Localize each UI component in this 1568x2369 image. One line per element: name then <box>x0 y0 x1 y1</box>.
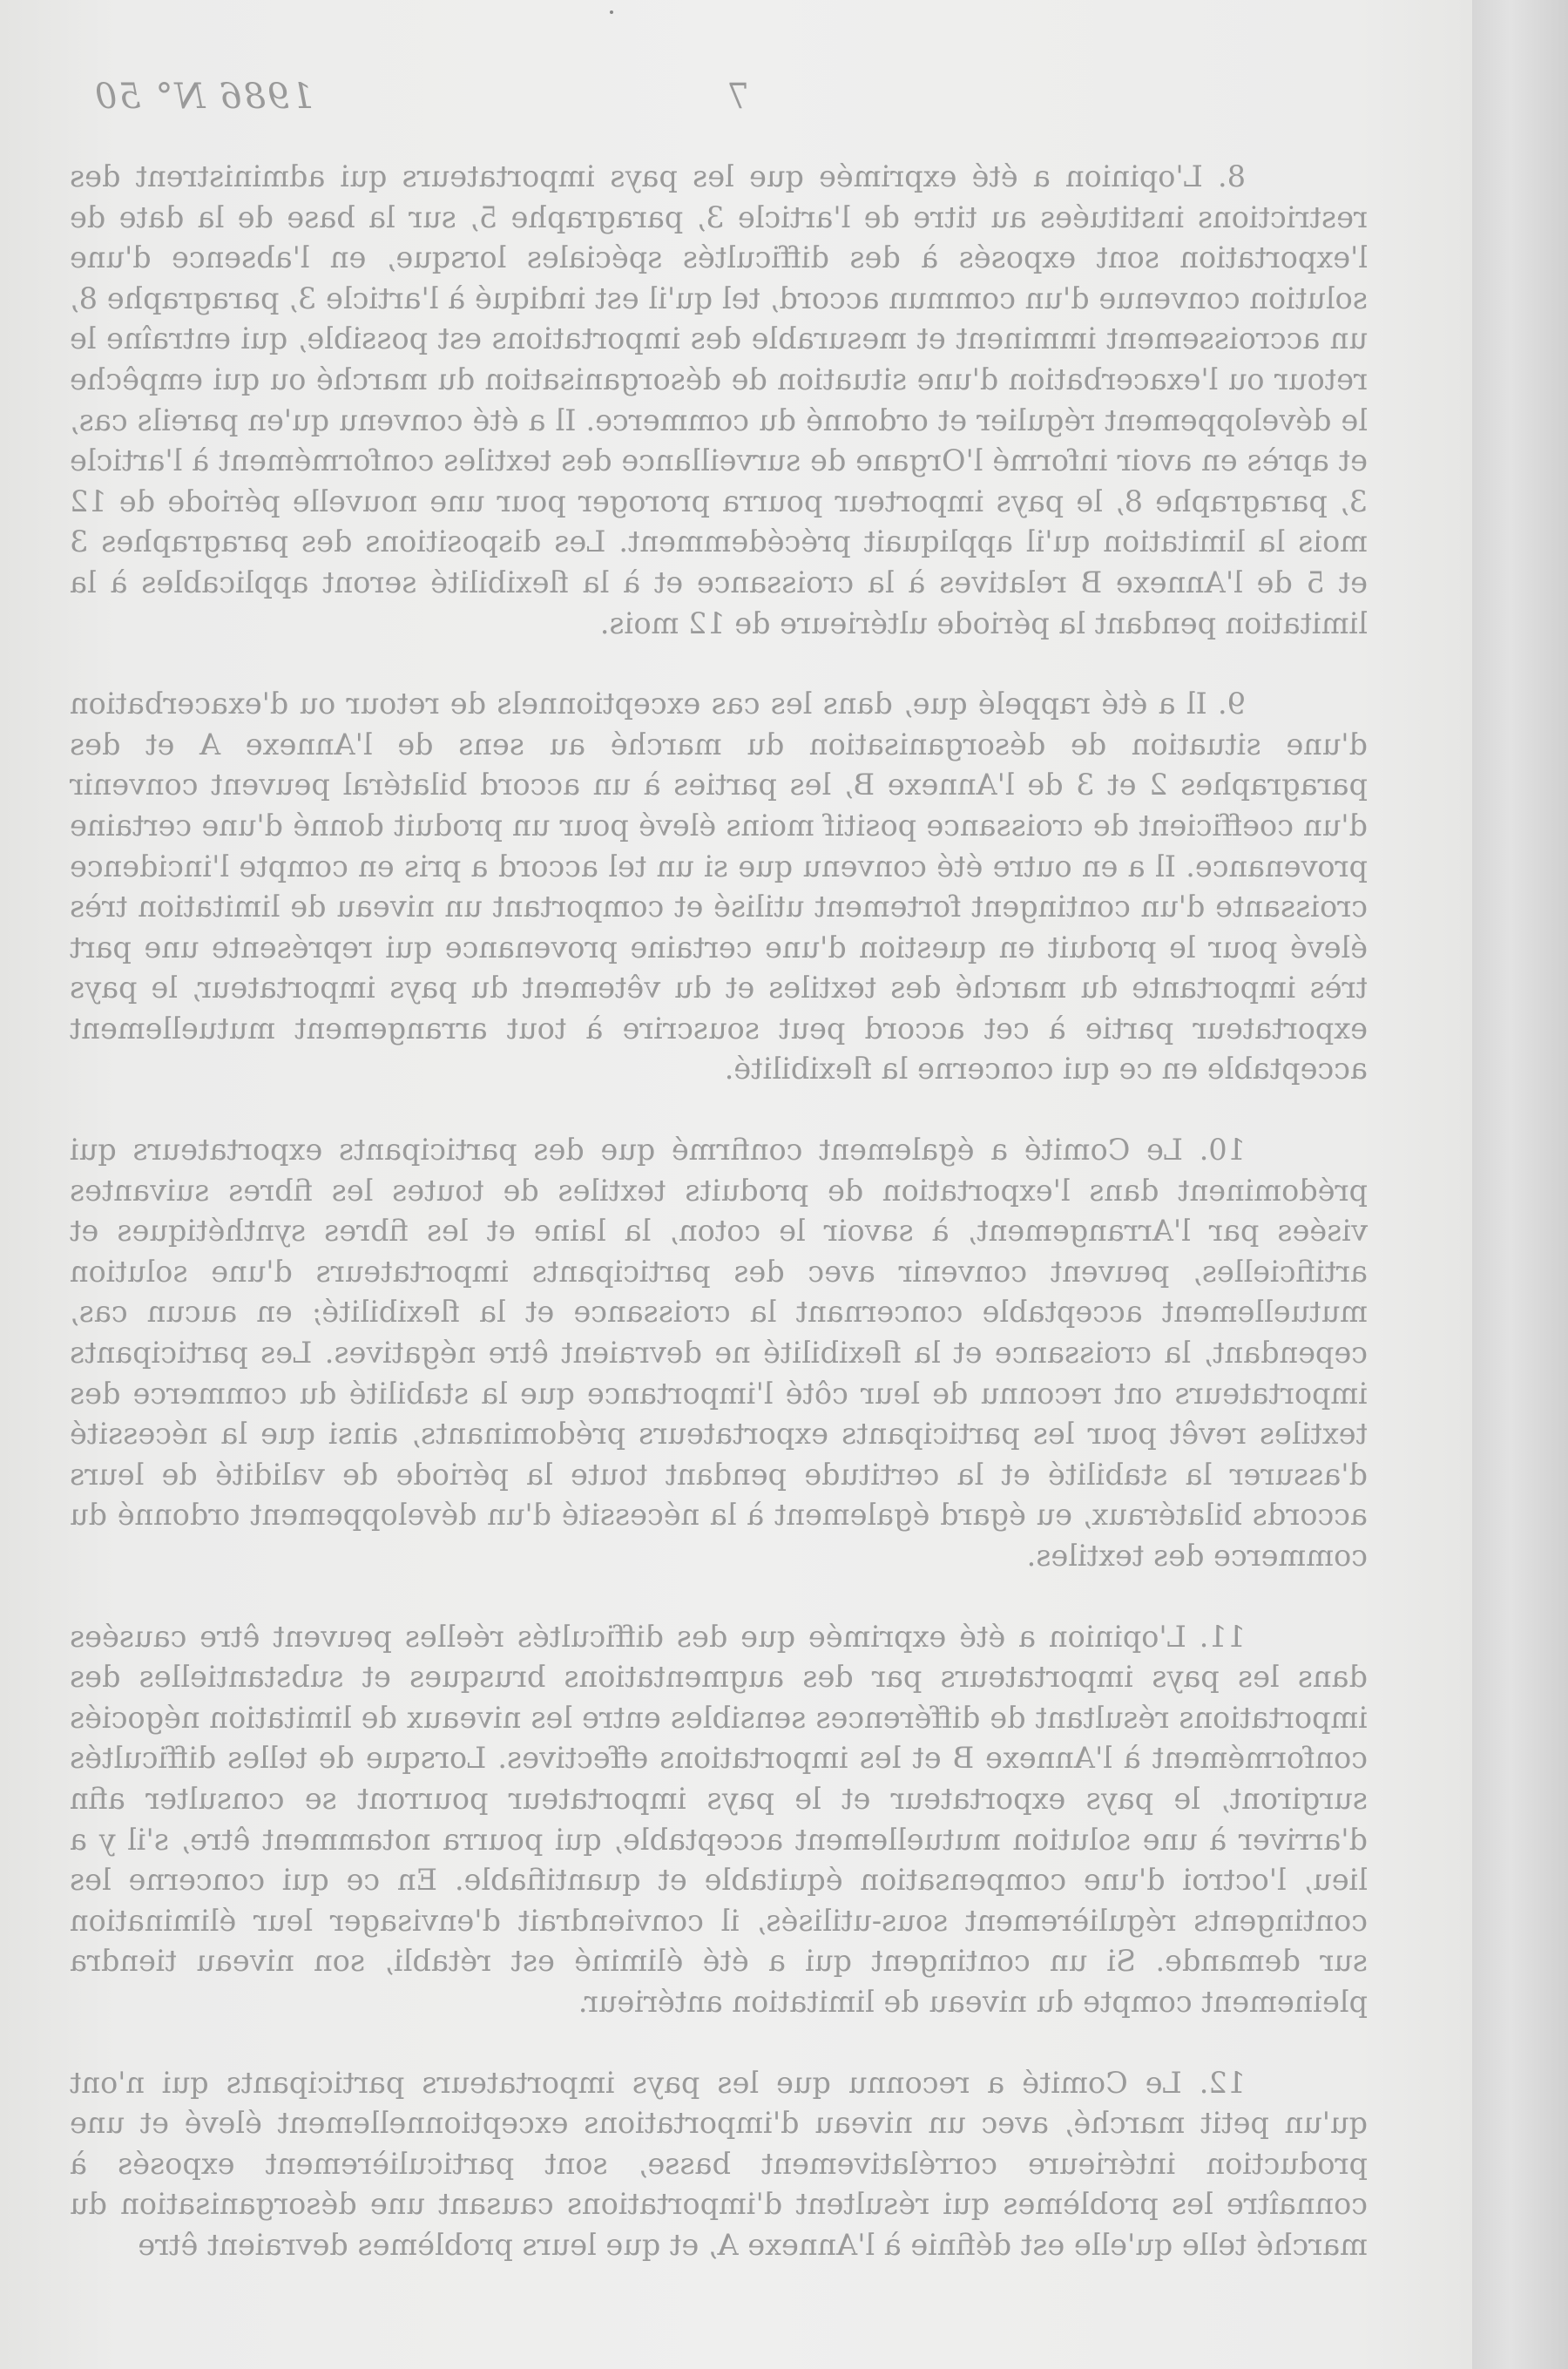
paragraph-12: 12. Le Comité a reconnu que les pays importateurs participants qui n'ont qu'un petit marché, avec un niveau d'importations exceptionnellement élevé et une production intérieure corrélativement basse, sont particulièrement exposés à connaître les problèmes qui résultent d'importations causant une désorganisation du marché telle qu'elle est définie à l'Annexe A, et que leurs problèmes devraient être <box>70 2065 1368 2262</box>
page-edge-shadow <box>1472 0 1568 2369</box>
header-year-issue: 1986 N° 50 <box>92 77 314 117</box>
body-text <box>70 157 1368 2306</box>
paragraph-8: 8. L'opinion a été exprimée que les pays importateurs qui administrent des restrictions instituées au titre de l'article 3, paragraphe 5, sur la base de la date de l'exportation sont exposés à des difficultés spéciales lorsque, en l'absence d'une solution convenue d'un commun accord, tel qu'il est indiqué à l'article 3, paragraphe 8, un accroissement imminent et mesurable des importations est possible, qui entraîne le retour ou l'exacerbation d'une situation de désorganisation du marché ou qui empêche le développement régulier et ordonné du commerce. Il a été convenu qu'en pareils cas, et après en avoir informé l'Organe de surveillance des textiles conformément à l'article 3, paragraphe 8, le pays importeur pourra proroger pour une nouvelle période de 12 mois la limitation qu'il appliquait précédemment. Les dispositions des paragraphes 3 et 5 de l'Annexe B relatives à la croissance et à la flexibilité seront applicables à la limitation pendant la période ultérieure de 12 mois. <box>70 159 1368 640</box>
header-page-number: 7 <box>725 77 749 117</box>
paragraph-10: 10. Le Comité a également confirmé que des participants exportateurs qui prédominent dans l'exportation de produits textiles de toutes les fibres suivantes visées par l'Arrangement, à savoir le coton, la laine et les fibres synthétiques et artificielles, peuvent convenir avec des participants importateurs d'une solution mutuellement acceptable concernant la croissance et la flexibilité; en aucun cas, cependant, la croissance et la flexibilité ne devraient être négatives. Les participants importateurs ont reconnu de leur côté l'importance que la stabilité du commerce des textiles revêt pour les participants exportateurs prédominants, ainsi que la nécessité d'assurer la stabilité et la certitude pendant toute la période de validité de leurs accords bilatéraux, eu égard également à la nécessité d'un développement ordonné du commerce des textiles. <box>70 1133 1368 1573</box>
dust-speck <box>610 10 613 14</box>
paragraph-9: 9. Il a été rappelé que, dans les cas exceptionnels de retour ou d'exacerbation d'une situation de désorganisation du marché au sens de l'Annexe A et des paragraphes 2 et 3 de l'Annexe B, les parties à un accord bilatéral peuvent convenir d'un coefficient de croissance positif moins élevé pour un produit donné d'une certaine provenance. Il a en outre été convenu que si un tel accord a pris en compte l'incidence croissante d'un contingent fortement utilisé et comportant un niveau de limitation très élevé pour le produit en question d'une certaine provenance qui représente une part très importante du marché des textiles et du vêtement du pays importateur, le pays exportateur partie à cet accord peut souscrire à tout arrangement mutuellement acceptable en ce qui concerne la flexibilité. <box>70 687 1368 1086</box>
paragraph-11: 11. L'opinion a été exprimée que des difficultés réelles peuvent être causées dans les pays importateurs par des augmentations brusques et substantielles des importations résultant de différences sensibles entre les niveaux de limitation négociés conformément à l'Annexe B et les importations effectives. Lorsque de telles difficultés surgiront, le pays exportateur et le pays importateur pourront se consulter afin d'arriver à une solution mutuellement acceptable, qui pourra notamment être, s'il y a lieu, l'octroi d'une compensation équitable et quantifiable. En ce qui concerne les contingents régulièrement sous-utilisés, il conviendrait d'envisager leur élimination sur demande. Si un contingent qui a été éliminé est rétabli, son niveau tiendra pleinement compte du niveau de limitation antérieur. <box>70 1619 1368 2019</box>
